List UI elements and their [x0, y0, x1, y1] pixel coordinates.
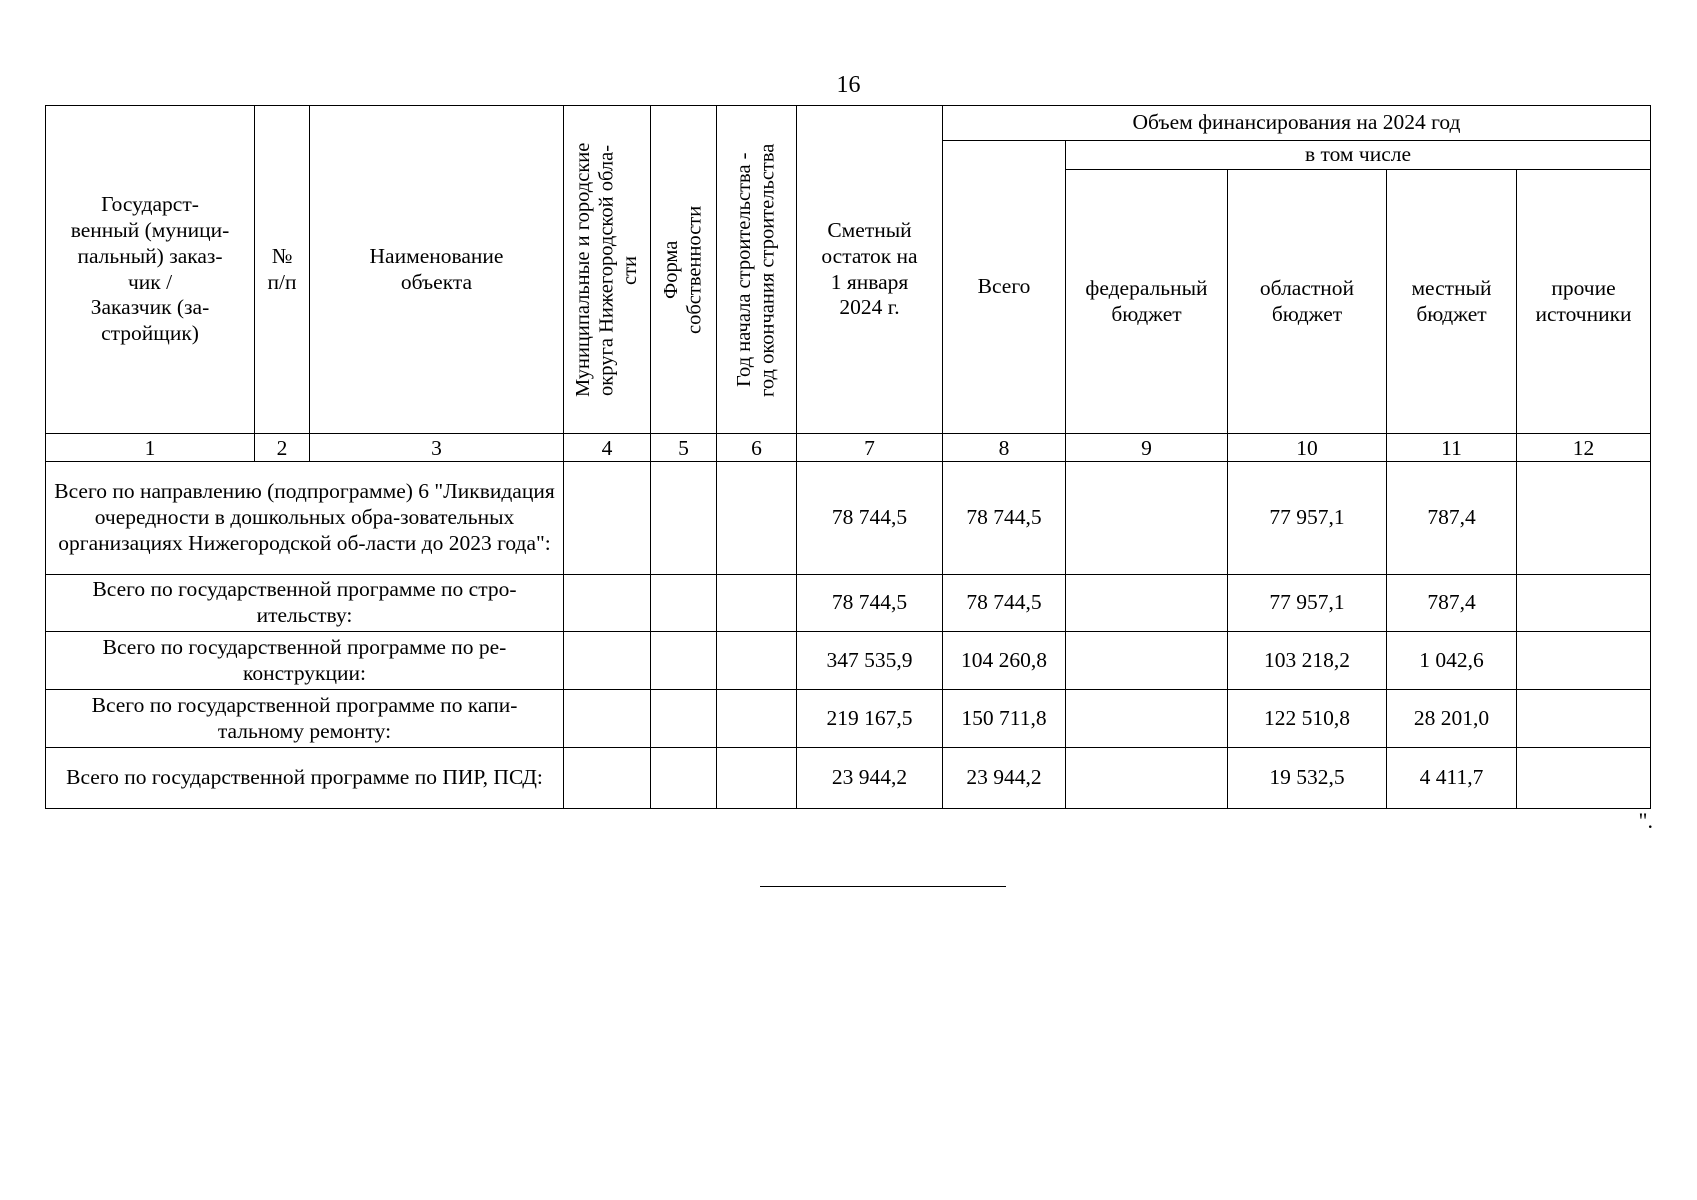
- row-label: Всего по государственной программе по ре-конструкции:: [46, 632, 564, 690]
- cell-local: 4 411,7: [1387, 748, 1517, 809]
- cell-ownership: [651, 632, 717, 690]
- header-municipalities-text: Муниципальные и городские округа Нижегородской обла- сти: [571, 142, 641, 397]
- table-row: [46, 748, 1651, 809]
- cell-estimate-balance: 23 944,2: [797, 748, 943, 809]
- cell-total: 78 744,5: [943, 575, 1066, 632]
- cell-municipalities: [564, 575, 651, 632]
- cell-local: 28 201,0: [1387, 690, 1517, 748]
- table-row: [46, 690, 1651, 748]
- separator-line: [760, 886, 1006, 887]
- column-number: 6: [717, 434, 797, 462]
- cell-regional: 19 532,5: [1228, 748, 1387, 809]
- table-row: [46, 632, 1651, 690]
- cell-regional: 77 957,1: [1228, 462, 1387, 575]
- cell-federal: [1066, 690, 1228, 748]
- cell-municipalities: [564, 690, 651, 748]
- row-label: Всего по направлению (подпрограмме) 6 "Ликвидация очередности в дошкольных обра-зовательных организациях Нижегородской об-ласти до 2023 года":: [46, 462, 564, 575]
- column-number: 10: [1228, 434, 1387, 462]
- column-number: 1: [46, 434, 255, 462]
- cell-ownership: [651, 748, 717, 809]
- cell-regional: 122 510,8: [1228, 690, 1387, 748]
- header-estimate-balance: Сметный остаток на 1 января 2024 г.: [797, 106, 943, 434]
- header-customer: Государст- венный (муници- пальный) заказ- чик / Заказчик (за- стройщик): [46, 106, 255, 434]
- cell-estimate-balance: 78 744,5: [797, 462, 943, 575]
- column-number: 12: [1517, 434, 1651, 462]
- column-number: 4: [564, 434, 651, 462]
- cell-ownership: [651, 462, 717, 575]
- column-number: 7: [797, 434, 943, 462]
- cell-other: [1517, 748, 1651, 809]
- column-number: 5: [651, 434, 717, 462]
- header-construction-years-text: Год начала строительства - год окончания строительства: [732, 142, 779, 397]
- cell-federal: [1066, 462, 1228, 575]
- cell-federal: [1066, 632, 1228, 690]
- financing-table: [45, 105, 1651, 809]
- column-number: 8: [943, 434, 1066, 462]
- row-label: Всего по государственной программе по ПИР, ПСД:: [46, 748, 564, 809]
- cell-construction-years: [717, 575, 797, 632]
- column-number: 3: [310, 434, 564, 462]
- header-local-budget: местный бюджет: [1387, 170, 1517, 434]
- cell-estimate-balance: 219 167,5: [797, 690, 943, 748]
- column-number: 9: [1066, 434, 1228, 462]
- header-item-number: № п/п: [255, 106, 310, 434]
- cell-local: 787,4: [1387, 462, 1517, 575]
- row-label: Всего по государственной программе по стро-ительству:: [46, 575, 564, 632]
- cell-municipalities: [564, 748, 651, 809]
- column-number: 2: [255, 434, 310, 462]
- cell-total: 150 711,8: [943, 690, 1066, 748]
- table-row: [46, 462, 1651, 575]
- cell-local: 787,4: [1387, 575, 1517, 632]
- cell-construction-years: [717, 748, 797, 809]
- column-number: 11: [1387, 434, 1517, 462]
- cell-other: [1517, 462, 1651, 575]
- header-ownership: [651, 106, 717, 434]
- header-row-1: [46, 106, 1651, 141]
- cell-ownership: [651, 575, 717, 632]
- page-number: 16: [836, 72, 861, 98]
- cell-other: [1517, 690, 1651, 748]
- closing-quote: ".: [1638, 808, 1653, 833]
- cell-construction-years: [717, 632, 797, 690]
- cell-municipalities: [564, 632, 651, 690]
- column-numbers-row: [46, 434, 1651, 462]
- cell-construction-years: [717, 462, 797, 575]
- table-row: [46, 575, 1651, 632]
- cell-federal: [1066, 748, 1228, 809]
- header-total: Всего: [943, 141, 1066, 434]
- cell-federal: [1066, 575, 1228, 632]
- header-regional-budget: областной бюджет: [1228, 170, 1387, 434]
- cell-local: 1 042,6: [1387, 632, 1517, 690]
- header-object-name: Наименование объекта: [310, 106, 564, 434]
- header-municipalities: [564, 106, 651, 434]
- header-federal-budget: федеральный бюджет: [1066, 170, 1228, 434]
- cell-total: 23 944,2: [943, 748, 1066, 809]
- header-including: в том числе: [1066, 141, 1651, 170]
- cell-estimate-balance: 347 535,9: [797, 632, 943, 690]
- cell-total: 104 260,8: [943, 632, 1066, 690]
- cell-other: [1517, 575, 1651, 632]
- cell-other: [1517, 632, 1651, 690]
- cell-municipalities: [564, 462, 651, 575]
- cell-total: 78 744,5: [943, 462, 1066, 575]
- header-construction-years: [717, 106, 797, 434]
- cell-ownership: [651, 690, 717, 748]
- header-ownership-text: Форма собственности: [659, 205, 706, 334]
- cell-regional: 103 218,2: [1228, 632, 1387, 690]
- cell-regional: 77 957,1: [1228, 575, 1387, 632]
- cell-construction-years: [717, 690, 797, 748]
- header-funding-volume: Объем финансирования на 2024 год: [943, 106, 1651, 141]
- header-other-sources: прочие источники: [1517, 170, 1651, 434]
- row-label: Всего по государственной программе по капи-тальному ремонту:: [46, 690, 564, 748]
- cell-estimate-balance: 78 744,5: [797, 575, 943, 632]
